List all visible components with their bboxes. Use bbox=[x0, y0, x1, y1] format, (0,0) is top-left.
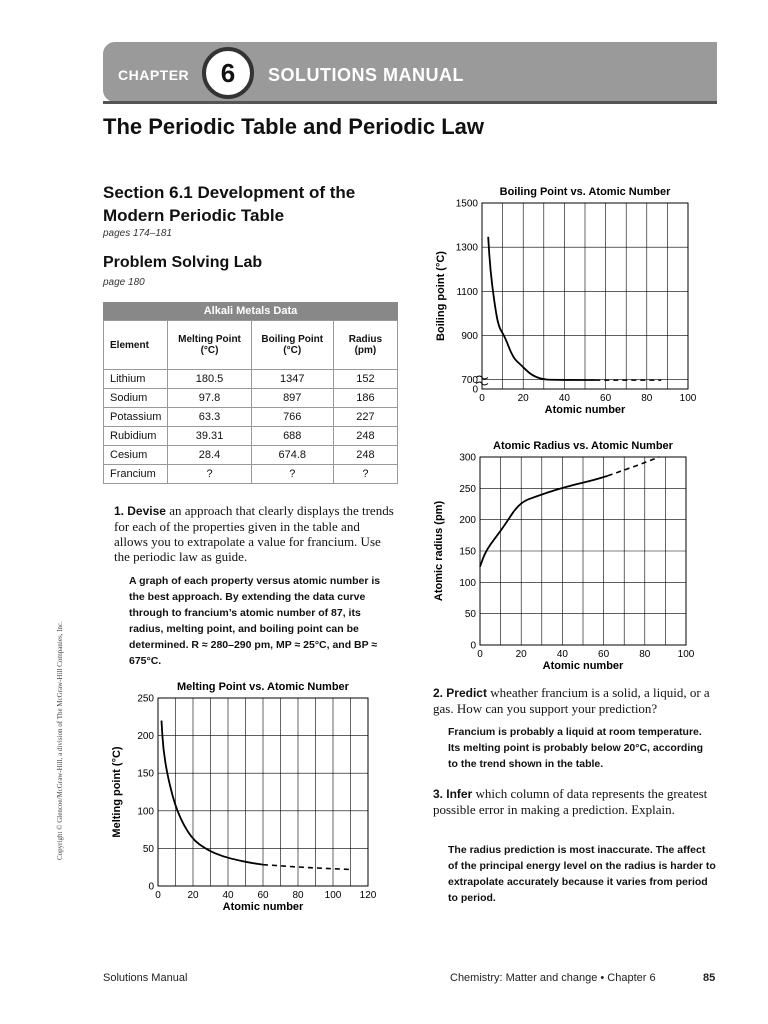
question-text: an approach that clearly displays the trends for each of the properties given in the table and allows you to extrapolate a value for francium. Use the periodic law as guide. bbox=[114, 503, 394, 564]
table-cell: ? bbox=[168, 465, 251, 484]
question-1 bbox=[114, 503, 396, 564]
table-cell: 39.31 bbox=[168, 427, 251, 446]
table-cell: 227 bbox=[333, 408, 397, 427]
y-tick-label: 100 bbox=[137, 806, 154, 818]
y-tick-label: 250 bbox=[137, 693, 154, 705]
y-tick-label: 900 bbox=[461, 331, 478, 343]
question-number: 1. bbox=[114, 504, 125, 518]
table-cell: 766 bbox=[251, 408, 333, 427]
section-pages: pages 174–181 bbox=[103, 228, 172, 239]
table-row bbox=[104, 408, 398, 427]
melting-point-chart bbox=[100, 676, 400, 916]
atomic-radius-chart bbox=[420, 432, 720, 674]
x-tick-label: 0 bbox=[479, 393, 485, 404]
question-number: 3. bbox=[433, 787, 444, 801]
table-row bbox=[104, 389, 398, 408]
question-2 bbox=[433, 685, 723, 716]
y-tick-label: 0 bbox=[470, 640, 476, 652]
chapter-number-badge: 6 bbox=[202, 47, 254, 99]
question-text: wheather francium is a solid, a liquid, or a gas. How can you support your prediction? bbox=[433, 685, 710, 716]
y-tick-label: 1100 bbox=[456, 286, 478, 298]
footer-right: Chemistry: Matter and change • Chapter 6 bbox=[450, 972, 656, 984]
table-cell: Sodium bbox=[104, 389, 168, 408]
boiling-point-chart bbox=[420, 178, 720, 420]
y-tick-label: 200 bbox=[137, 731, 154, 743]
y-tick-label: 200 bbox=[459, 515, 476, 527]
x-axis-label: Atomic number bbox=[222, 901, 304, 913]
alkali-metals-table bbox=[103, 302, 398, 484]
question-verb: Predict bbox=[446, 686, 487, 700]
table-cell: ? bbox=[333, 465, 397, 484]
measured-curve bbox=[162, 721, 264, 865]
table-cell: 152 bbox=[333, 370, 397, 389]
table-cell: Rubidium bbox=[104, 427, 168, 446]
page-title: The Periodic Table and Periodic Law bbox=[103, 114, 485, 139]
table-cell: 186 bbox=[333, 389, 397, 408]
extrapolated-curve bbox=[608, 457, 660, 476]
x-tick-label: 100 bbox=[324, 890, 342, 901]
table-cell: 1347 bbox=[251, 370, 333, 389]
table-cell: ? bbox=[251, 465, 333, 484]
answer-1: A graph of each property versus atomic number is the best approach. By extending the data curve through to francium’s atomic number of 87, its radius, melting point, and boiling point can be determined. R ≈ 280–290 pm, MP ≈ 25°C, and BP ≈ 675°C. bbox=[129, 575, 381, 667]
table-row bbox=[104, 427, 398, 446]
table-cell: 897 bbox=[251, 389, 333, 408]
table-row bbox=[104, 446, 398, 465]
question-text: which column of data represents the greatest possible error in making a prediction. Explain. bbox=[433, 786, 708, 817]
column-header: Melting Point (°C) bbox=[168, 321, 251, 370]
chart-title: Boiling Point vs. Atomic Number bbox=[499, 186, 671, 198]
y-axis-label: Melting point (°C) bbox=[111, 746, 123, 838]
x-tick-label: 60 bbox=[598, 649, 610, 660]
lab-page: page 180 bbox=[103, 277, 145, 288]
y-tick-label: 50 bbox=[464, 609, 476, 621]
x-tick-label: 60 bbox=[600, 393, 612, 404]
y-tick-label: 0 bbox=[472, 384, 478, 396]
question-verb: Devise bbox=[127, 504, 166, 518]
column-header: Element bbox=[104, 321, 168, 370]
table-caption: Alkali Metals Data bbox=[103, 302, 398, 320]
x-tick-label: 0 bbox=[155, 890, 161, 901]
x-tick-label: 80 bbox=[292, 890, 304, 901]
table-cell: 28.4 bbox=[168, 446, 251, 465]
table-cell: 688 bbox=[251, 427, 333, 446]
y-tick-label: 0 bbox=[148, 881, 154, 893]
x-tick-label: 100 bbox=[677, 649, 695, 660]
x-tick-label: 0 bbox=[477, 649, 483, 660]
y-tick-label: 1500 bbox=[455, 198, 478, 210]
x-tick-label: 20 bbox=[515, 649, 527, 660]
extrapolated-curve bbox=[263, 865, 351, 870]
table-cell: 97.8 bbox=[168, 389, 251, 408]
chart-title: Atomic Radius vs. Atomic Number bbox=[493, 440, 673, 452]
measured-curve bbox=[488, 237, 595, 380]
x-tick-label: 40 bbox=[558, 393, 570, 404]
x-tick-label: 40 bbox=[222, 890, 234, 901]
x-tick-label: 100 bbox=[679, 393, 697, 404]
table-cell: 180.5 bbox=[168, 370, 251, 389]
lab-title: Problem Solving Lab bbox=[103, 254, 263, 271]
column-header: Boiling Point (°C) bbox=[251, 321, 333, 370]
measured-curve bbox=[480, 476, 608, 567]
x-tick-label: 60 bbox=[257, 890, 269, 901]
table-cell: Potassium bbox=[104, 408, 168, 427]
y-tick-label: 1300 bbox=[455, 242, 478, 254]
chart-title: Melting Point vs. Atomic Number bbox=[177, 681, 349, 693]
table-row bbox=[104, 465, 398, 484]
y-tick-label: 100 bbox=[459, 577, 476, 589]
y-tick-label: 300 bbox=[459, 452, 476, 464]
banner-underline bbox=[103, 101, 717, 104]
manual-title: SOLUTIONS MANUAL bbox=[268, 65, 464, 85]
y-axis-label: Atomic radius (pm) bbox=[433, 500, 445, 602]
answer-2: Francium is probably a liquid at room temperature. Its melting point is probably below 20°C, according to the trend shown in the table. bbox=[448, 726, 704, 770]
section-title: Section 6.1 Development of the Modern Periodic Table bbox=[103, 183, 356, 225]
page-number: 85 bbox=[703, 972, 716, 984]
table-cell: 63.3 bbox=[168, 408, 251, 427]
question-verb: Infer bbox=[446, 787, 473, 801]
table-cell: Francium bbox=[104, 465, 168, 484]
x-tick-label: 120 bbox=[359, 890, 377, 901]
y-axis-label: Boiling point (°C) bbox=[435, 251, 447, 341]
table-header-row bbox=[104, 321, 398, 370]
y-tick-label: 150 bbox=[459, 546, 476, 558]
answer-3: The radius prediction is most inaccurate. The affect of the principal energy level on the radius is harder to extrapolate accurately because it varies from period to period. bbox=[448, 844, 716, 904]
x-axis-label: Atomic number bbox=[544, 404, 626, 416]
table-cell: 248 bbox=[333, 446, 397, 465]
column-header: Radius (pm) bbox=[333, 321, 397, 370]
footer-left: Solutions Manual bbox=[103, 972, 188, 984]
table-cell: Lithium bbox=[104, 370, 168, 389]
table-cell: Cesium bbox=[104, 446, 168, 465]
y-tick-label: 50 bbox=[142, 843, 154, 855]
x-axis-label: Atomic number bbox=[542, 660, 624, 672]
x-tick-label: 80 bbox=[641, 393, 653, 404]
y-tick-label: 700 bbox=[461, 375, 478, 387]
chapter-label: CHAPTER bbox=[118, 67, 190, 83]
x-tick-label: 20 bbox=[187, 890, 199, 901]
x-tick-label: 40 bbox=[556, 649, 568, 660]
y-tick-label: 250 bbox=[459, 483, 476, 495]
x-tick-label: 20 bbox=[517, 393, 529, 404]
copyright-notice: Copyright © Glencoe/McGraw-Hill, a division of The McGraw-Hill Companies, Inc. bbox=[56, 621, 64, 860]
table-cell: 674.8 bbox=[251, 446, 333, 465]
question-number: 2. bbox=[433, 686, 444, 700]
table-cell: 248 bbox=[333, 427, 397, 446]
y-tick-label: 150 bbox=[137, 768, 154, 780]
question-3 bbox=[433, 786, 723, 817]
table-row bbox=[104, 370, 398, 389]
x-tick-label: 80 bbox=[639, 649, 651, 660]
